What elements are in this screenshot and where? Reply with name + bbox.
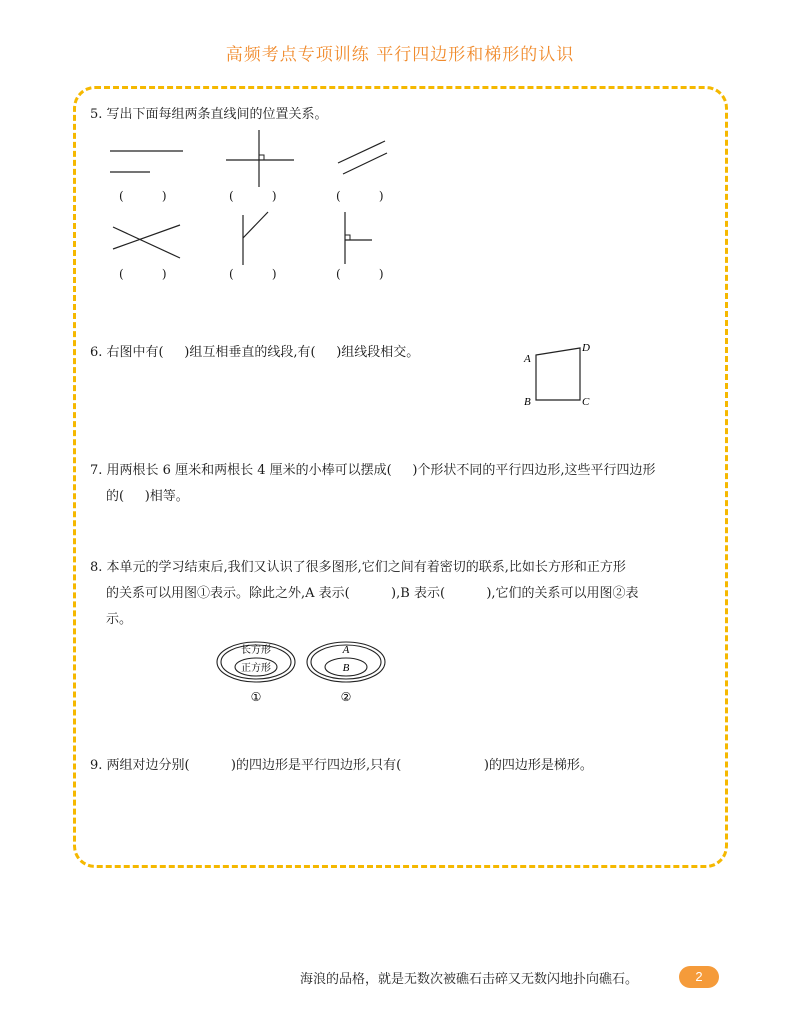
vertex-label-b: B: [524, 396, 531, 408]
question-6-text: 6. 右图中有( )组互相垂直的线段,有( )组线段相交。: [90, 345, 420, 360]
question-7-line-1: 7. 用两根长 6 厘米和两根长 4 厘米的小棒可以摆成( )个形状不同的平行四边形,这些平行四边形: [90, 463, 656, 478]
question-8-line-1: 8. 本单元的学习结束后,我们又认识了很多图形,它们之间有着密切的联系,比如长方形和正方形: [90, 560, 626, 575]
venn-1-outer-label: 长方形: [241, 645, 271, 656]
footer-quote: 海浪的品格，就是无数次被礁石击碎又无数闪地扑向礁石。: [300, 972, 639, 987]
venn-2-inner-label: B: [342, 662, 350, 674]
venn-1-inner-label: 正方形: [241, 663, 271, 674]
vertex-label-d: D: [582, 342, 590, 354]
q5-answer-blank-1[interactable]: ( ): [119, 189, 167, 203]
q5-answer-blank-3[interactable]: ( ): [336, 189, 384, 203]
question-8-line-2: 的关系可以用图①表示。除此之外,A 表示( ),B 表示( ),它们的关系可以用图②表: [106, 586, 639, 601]
q5-answer-blank-6[interactable]: ( ): [336, 267, 384, 281]
question-8-line-3: 示。: [106, 612, 133, 627]
vertex-label-a: A: [524, 353, 531, 365]
venn-2-outer-label: A: [342, 644, 350, 656]
page-number-badge: 2: [679, 966, 719, 988]
question-5-text: 5. 写出下面每组两条直线间的位置关系。: [90, 107, 328, 122]
venn-2-caption: ②: [340, 690, 352, 704]
vertex-label-c: C: [582, 396, 590, 408]
question-9-text: 9. 两组对边分别( )的四边形是平行四边形,只有( )的四边形是梯形。: [90, 758, 593, 773]
q5-answer-blank-4[interactable]: ( ): [119, 267, 167, 281]
question-7-line-2: 的( )相等。: [106, 489, 189, 504]
venn-1-caption: ①: [250, 690, 262, 704]
q5-answer-blank-5[interactable]: ( ): [229, 267, 277, 281]
q5-answer-blank-2[interactable]: ( ): [229, 189, 277, 203]
page-header-title: 高频考点专项训练 平行四边形和梯形的认识: [225, 45, 575, 65]
